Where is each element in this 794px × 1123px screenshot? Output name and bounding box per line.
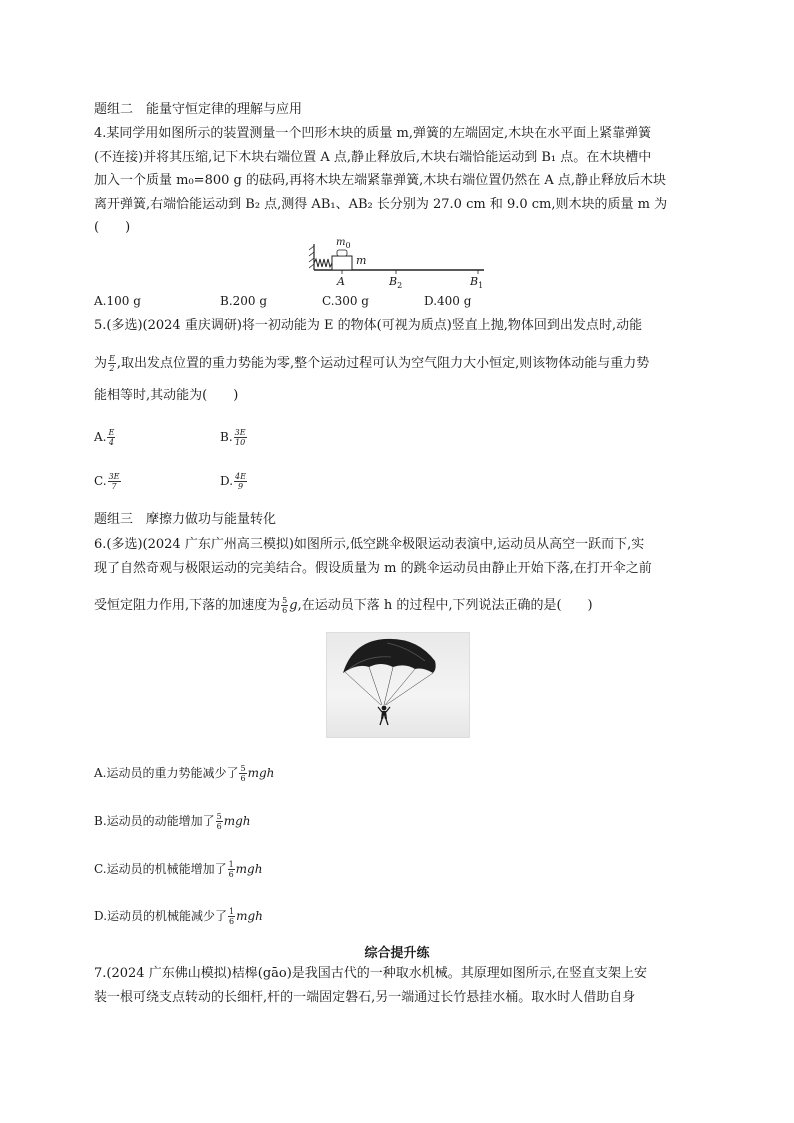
q4-option-d: D.400 g (424, 294, 472, 308)
q5-option-a: A. $\frac{E}{4}$ (94, 428, 115, 447)
q6-option-a: A.运动员的重力势能减少了 $\frac{5}{6}$ mgh (94, 764, 275, 783)
parachute-photo (326, 632, 470, 738)
q5-line3: 能相等时,其动能为( ) (94, 388, 239, 403)
q4-line1: 4.某同学用如图所示的装置测量一个凹形木块的质量 m,弹簧的左端固定,木块在水平面上紧靠弹簧 (94, 126, 652, 141)
q4-line5: ( ) (94, 220, 131, 235)
m-label: m (356, 254, 367, 267)
q6-line3: 受恒定阻力作用,下落的加速度为 $\frac{5}{6}$ g,在运动员下落 h 的过程中,下列说法正确的是( ) (94, 596, 593, 615)
q4-option-a: A.100 g (94, 294, 141, 308)
group2-heading: 题组二 能量守恒定律的理解与应用 (94, 102, 303, 117)
q5-line1: 5.(多选)(2024 重庆调研)将一初动能为 E 的物体(可视为质点)竖直上抛,物体回到出发点时,动能 (94, 318, 643, 333)
q5-option-b: B. $\frac{3E}{10}$ (220, 428, 246, 447)
q5-option-c: C. $\frac{3E}{7}$ (94, 472, 120, 491)
q7-line2: 装一根可绕支点转动的长细杆,杆的一端固定磐石,另一端通过长竹悬挂水桶。取水时人借助自身 (94, 990, 636, 1005)
q6-option-b: B.运动员的动能增加了 $\frac{5}{6}$ mgh (94, 812, 251, 831)
q4-line4: 离开弹簧,右端恰能运动到 B₂ 点,测得 AB₁、AB₂ 长分别为 27.0 cm 和 9.0 cm,则木块的质量 m 为 (94, 197, 668, 212)
m0-label: $m_0$ (336, 237, 351, 250)
q6-option-d: D.运动员的机械能减少了 $\frac{1}{6}$ mgh (94, 907, 263, 926)
q5-option-d: D. $\frac{4E}{9}$ (220, 472, 246, 491)
five-sixths-fraction: $\frac{5}{6}$ (282, 596, 288, 615)
point-b1-label: $B_1$ (470, 275, 484, 291)
parachutist-icon (327, 633, 469, 737)
point-b2-label: $B_2$ (389, 275, 403, 291)
e-over-2-fraction: $\frac{E}{2}$ (109, 354, 115, 373)
q4-option-c: C.300 g (322, 294, 369, 308)
q6-option-c: C.运动员的机械能增加了 $\frac{1}{6}$ mgh (94, 860, 263, 879)
q7-line1: 7.(2024 广东佛山模拟)桔槔(gāo)是我国古代的一种取水机械。其原理如图所示,在竖直支架上安 (94, 966, 647, 981)
q4-line2: (不连接)并将其压缩,记下木块右端位置 A 点,静止释放后,木块右端恰能运动到 B₁ 点。在木块槽中 (94, 150, 652, 165)
spring-block-figure (300, 236, 490, 290)
group3-heading: 题组三 摩擦力做功与能量转化 (94, 512, 277, 527)
q4-option-b: B.200 g (220, 294, 268, 308)
point-a-label: A (337, 275, 345, 288)
section-title: 综合提升练 (364, 946, 430, 961)
q5-line2: 为 $\frac{E}{2}$ ,取出发点位置的重力势能为零,整个运动过程可认为空气阻力大小恒定,则该物体动能与重力势 (94, 354, 650, 373)
q6-line2: 现了自然奇观与极限运动的完美结合。假设质量为 m 的跳伞运动员由静止开始下落,在打开伞之前 (94, 561, 652, 576)
q4-line3: 加入一个质量 m₀=800 g 的砝码,再将木块左端紧靠弹簧,木块右端位置仍然在 A 点,静止释放后木块 (94, 173, 667, 188)
q6-line1: 6.(多选)(2024 广东广州高三模拟)如图所示,低空跳伞极限运动表演中,运动员从高空一跃而下,实 (94, 537, 645, 552)
